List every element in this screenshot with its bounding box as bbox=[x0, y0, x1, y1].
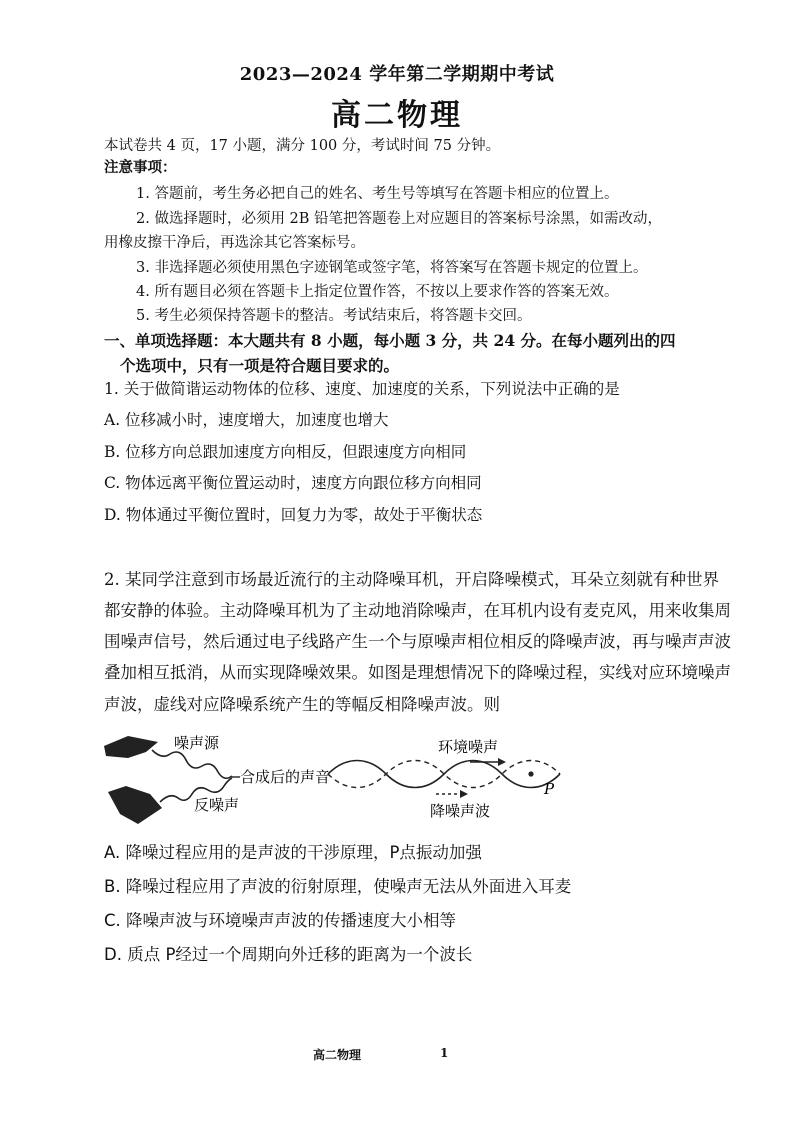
note-item-continued: 用橡皮擦干净后，再选涂其它答案标号。 bbox=[104, 235, 365, 251]
question-2-option-b: B. 降噪过程应用了声波的衍射原理，使噪声无法从外面进入耳麦 bbox=[104, 877, 572, 896]
note-item: 5. 考生必须保持答题卡的整洁。考试结束后，将答题卡交回。 bbox=[136, 308, 532, 324]
question-2-option-a: A. 降噪过程应用的是声波的干涉原理，P点振动加强 bbox=[104, 843, 482, 862]
question-1-option-b: B. 位移方向总跟加速度方向相反，但跟速度方向相同 bbox=[104, 443, 467, 461]
cancellation-arrow-head-icon bbox=[460, 790, 468, 798]
section-heading: 一、单项选择题：本大题共有 8 小题，每小题 3 分，共 24 分。在每小题列出的四 bbox=[104, 331, 676, 350]
question-1-option-a: A. 位移减小时，速度增大，加速度也增大 bbox=[104, 411, 389, 429]
question-2-option-c: C. 降噪声波与环境噪声声波的传播速度大小相等 bbox=[104, 911, 457, 930]
question-1-option-d: D. 物体通过平衡位置时，回复力为零，故处于平衡状态 bbox=[104, 506, 483, 524]
ambient-noise-solid-wave bbox=[328, 761, 560, 788]
section-heading-continued: 个选项中，只有一项是符合题目要求的。 bbox=[120, 356, 400, 375]
note-item: 4. 所有题目必须在答题卡上指定位置作答，不按以上要求作答的答案无效。 bbox=[136, 284, 619, 300]
exam-summary: 本试卷共 4 页，17 小题，满分 100 分，考试时间 75 分钟。 bbox=[104, 138, 501, 154]
noise-source-speaker-icon bbox=[104, 736, 158, 758]
label-combined-sound: 合成后的声音 bbox=[240, 768, 331, 786]
question-2-stem-line: 都安静的体验。主动降噪耳机为了主动地消除噪声，在耳机内设有麦克风，用来收集周 bbox=[104, 601, 731, 620]
point-p-marker bbox=[528, 771, 533, 776]
label-ambient-noise: 环境噪声 bbox=[438, 738, 499, 756]
exam-title: 2023—2024 学年第二学期期中考试 bbox=[239, 64, 555, 85]
notes-heading: 注意事项： bbox=[104, 159, 177, 176]
label-anti-noise: 反噪声 bbox=[194, 796, 240, 814]
note-item: 1. 答题前，考生务必把自己的姓名、考生号等填写在答题卡相应的位置上。 bbox=[136, 186, 619, 202]
ambient-arrow-head-icon bbox=[498, 758, 506, 766]
label-point-p: P bbox=[544, 780, 555, 798]
subject-title: 高二物理 bbox=[331, 98, 463, 133]
label-cancellation-wave: 降噪声波 bbox=[430, 802, 491, 820]
question-2-option-d: D. 质点 P经过一个周期向外迁移的距离为一个波长 bbox=[104, 945, 473, 964]
label-noise-source: 噪声源 bbox=[174, 734, 220, 752]
noise-cancellation-figure bbox=[100, 728, 660, 828]
noise-wave-curve bbox=[152, 750, 232, 778]
question-2-stem-line: 围噪声信号，然后通过电子线路产生一个与原噪声相位相反的降噪声波，再与噪声声波 bbox=[104, 632, 731, 651]
footer-page-number: 1 bbox=[440, 1046, 449, 1060]
note-item: 3. 非选择题必须使用黑色字迹钢笔或签字笔，将答案写在答题卡规定的位置上。 bbox=[136, 260, 648, 276]
question-2-stem-line: 2. 某同学注意到市场最近流行的主动降噪耳机，开启降噪模式，耳朵立刻就有种世界 bbox=[104, 570, 719, 589]
question-1-stem: 1. 关于做简谐运动物体的位移、速度、加速度的关系，下列说法中正确的是 bbox=[104, 380, 620, 398]
anti-noise-speaker-icon bbox=[108, 786, 162, 824]
question-2-stem-line: 声波，虚线对应降噪系统产生的等幅反相降噪声波。则 bbox=[104, 695, 500, 714]
question-1-option-c: C. 物体远离平衡位置运动时，速度方向跟位移方向相同 bbox=[104, 474, 482, 492]
note-item: 2. 做选择题时，必须用 2B 铅笔把答题卷上对应题目的答案标号涂黑，如需改动， bbox=[136, 211, 663, 227]
footer-subject: 高二物理 bbox=[313, 1048, 362, 1062]
question-2-stem-line: 叠加相互抵消，从而实现降噪效果。如图是理想情况下的降噪过程，实线对应环境噪声 bbox=[104, 663, 731, 682]
